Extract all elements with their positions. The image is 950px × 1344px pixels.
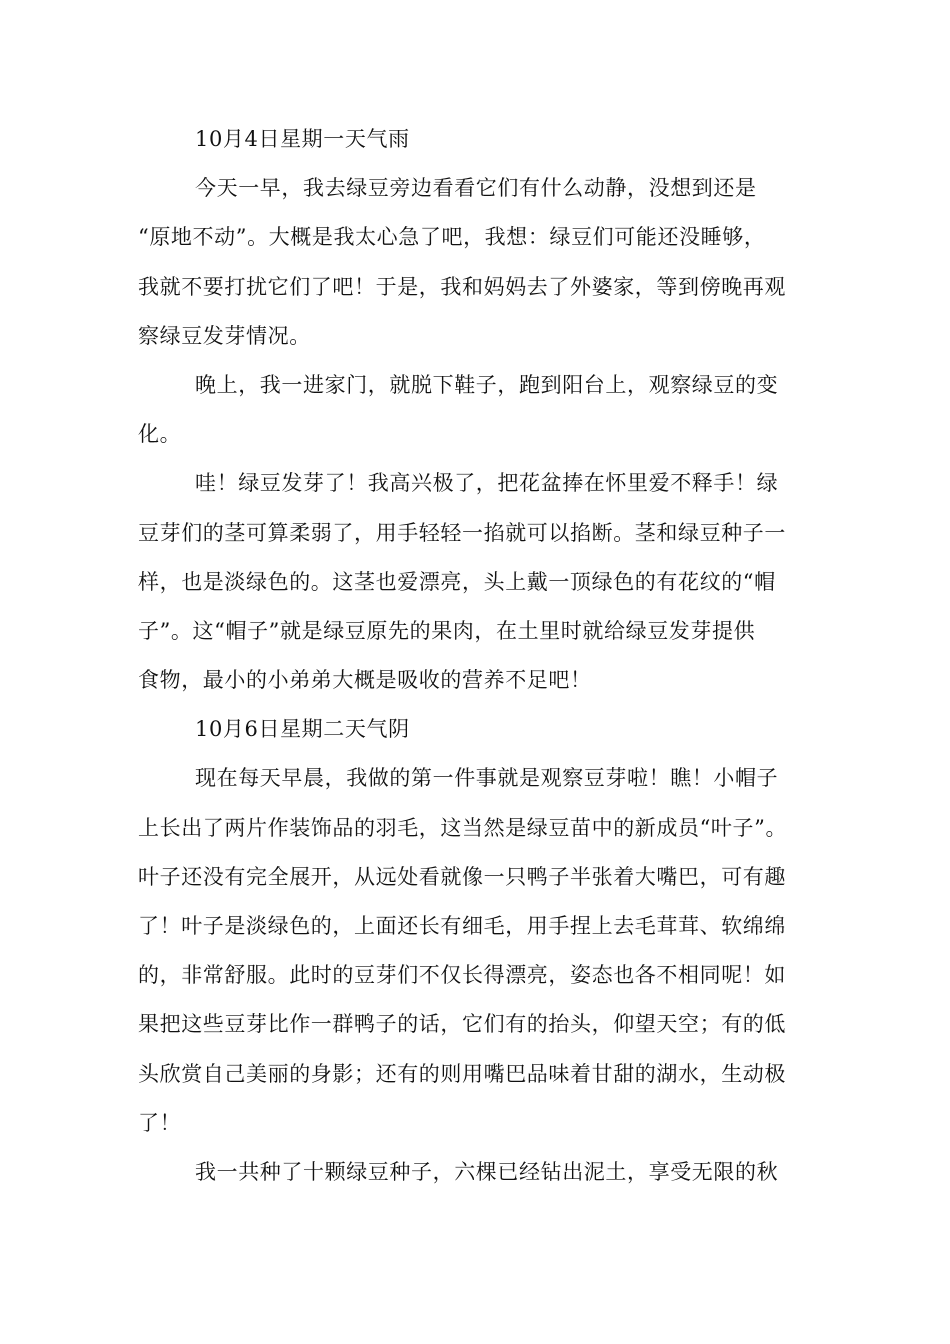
text-line: 上长出了两片作装饰品的羽毛，这当然是绿豆苗中的新成员“叶子”。 — [138, 815, 788, 840]
text-line: 子”。这“帽子”就是绿豆原先的果肉，在土里时就给绿豆发芽提供 — [138, 618, 756, 643]
text-line: 现在每天早晨，我做的第一件事就是观察豆芽啦！瞧！小帽子 — [195, 766, 779, 791]
text-line: 叶子还没有完全展开，从远处看就像一只鸭子半张着大嘴巴，可有趣 — [138, 864, 786, 889]
text-line: 我一共种了十颗绿豆种子，六棵已经钻出泥土，享受无限的秋 — [195, 1159, 779, 1184]
text-line: 哇！绿豆发芽了！我高兴极了，把花盆捧在怀里爱不释手！绿 — [195, 471, 779, 496]
text-line: 化。 — [138, 422, 182, 447]
diary-date-heading: 10月4日星期一天气雨 — [195, 127, 410, 151]
text-line: 晚上，我一进家门，就脱下鞋子，跑到阳台上，观察绿豆的变 — [195, 372, 779, 397]
text-line: 了！叶子是淡绿色的，上面还长有细毛，用手捏上去毛茸茸、软绵绵 — [138, 914, 786, 938]
text-line: 食物，最小的小弟弟大概是吸收的营养不足吧！ — [138, 668, 592, 693]
text-line: 果把这些豆芽比作一群鸭子的话，它们有的抬头，仰望天空；有的低 — [138, 1012, 786, 1037]
text-line: 的，非常舒服。此时的豆芽们不仅长得漂亮，姿态也各不相同呢！如 — [138, 963, 786, 988]
text-line: 了！ — [138, 1110, 182, 1135]
text-line: 我就不要打扰它们了吧！于是，我和妈妈去了外婆家，等到傍晚再观 — [138, 274, 786, 299]
diary-date-heading: 10月6日星期二天气阴 — [195, 717, 410, 742]
text-line: 头欣赏自己美丽的身影；还有的则用嘴巴品味着甘甜的湖水，生动极 — [138, 1061, 786, 1086]
text-line: 豆芽们的茎可算柔弱了，用手轻轻一掐就可以掐断。茎和绿豆种子一 — [138, 520, 786, 545]
text-line: 察绿豆发芽情况。 — [138, 323, 311, 348]
text-line: 样，也是淡绿色的。这茎也爱漂亮，头上戴一顶绿色的有花纹的“帽 — [138, 569, 776, 594]
document-body — [0, 115, 950, 1197]
text-line: 今天一早，我去绿豆旁边看看它们有什么动静，没想到还是 — [195, 176, 757, 201]
text-line: “原地不动”。大概是我太心急了吧，我想：绿豆们可能还没睡够， — [138, 225, 766, 250]
